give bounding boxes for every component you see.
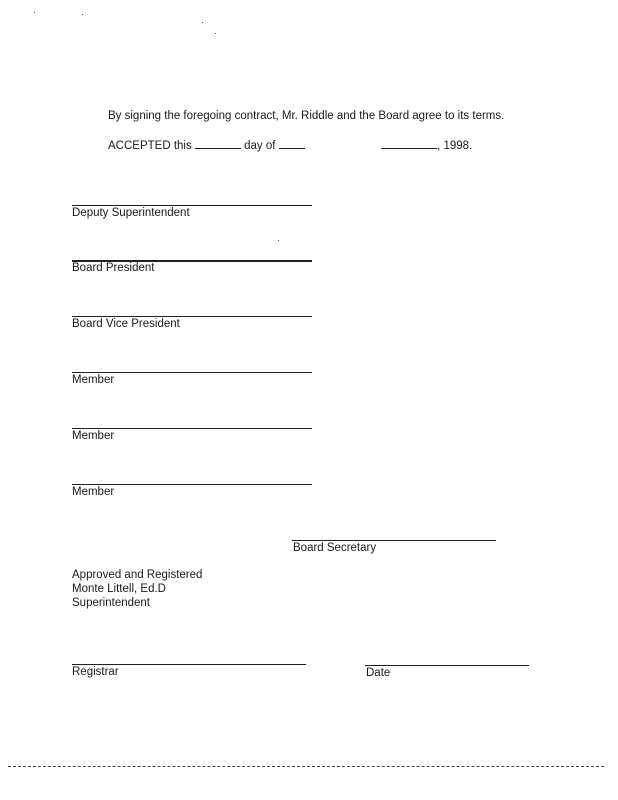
registrar-label: Registrar [72, 666, 119, 678]
page-bottom-edge [8, 766, 604, 767]
approval-line-3: Superintendent [72, 597, 151, 609]
scan-speck [215, 33, 216, 34]
board-secretary-label: Board Secretary [293, 542, 377, 554]
member-2-label: Member [72, 430, 115, 442]
vice-president-signature-line[interactable] [72, 316, 312, 317]
member-1-signature-line[interactable] [72, 372, 312, 373]
member-3-signature-line[interactable] [72, 484, 312, 485]
scan-speck [202, 22, 203, 23]
board-vice-president-label: Board Vice President [72, 318, 180, 330]
deputy-signature-line[interactable] [72, 205, 312, 206]
scan-speck [82, 14, 83, 15]
acceptance-year: , 1998. [437, 140, 473, 152]
secretary-signature-line[interactable] [292, 540, 496, 541]
scan-speck [34, 12, 35, 13]
deputy-superintendent-label: Deputy Superintendent [72, 207, 190, 219]
month-blank-end[interactable] [381, 138, 437, 149]
date-line[interactable] [365, 665, 529, 666]
member-2-signature-line[interactable] [72, 428, 312, 429]
scan-speck [278, 240, 279, 241]
day-blank[interactable] [195, 138, 241, 149]
contract-statement: By signing the foregoing contract, Mr. Riddle and the Board agree to its terms. [108, 110, 505, 122]
acceptance-prefix: ACCEPTED this [108, 140, 192, 152]
month-blank[interactable] [279, 138, 305, 149]
registrar-signature-line[interactable] [72, 664, 306, 665]
member-1-label: Member [72, 374, 115, 386]
acceptance-middle: day of [244, 140, 276, 152]
acceptance-line [108, 138, 472, 152]
approval-line-2: Monte Littell, Ed.D [72, 583, 166, 595]
approval-line-1: Approved and Registered [72, 569, 203, 581]
date-label: Date [366, 667, 391, 679]
board-president-label: Board President [72, 262, 155, 274]
member-3-label: Member [72, 486, 115, 498]
